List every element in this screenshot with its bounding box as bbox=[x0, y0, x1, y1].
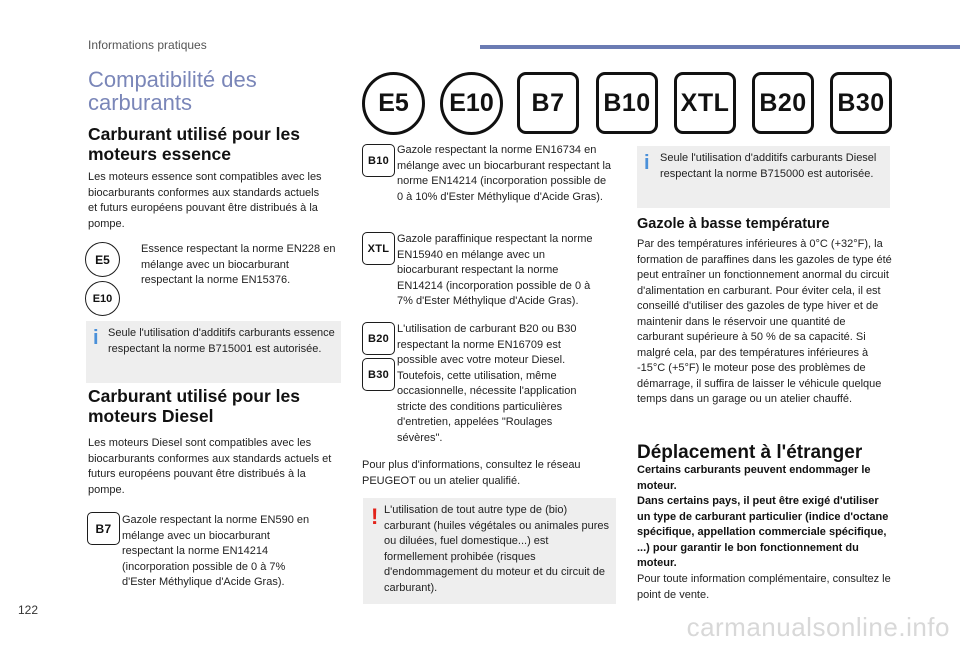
essence-heading: Carburant utilisé pour les moteurs essence bbox=[88, 124, 300, 164]
section-title: Informations pratiques bbox=[88, 38, 207, 52]
xtl-desc: Gazole paraffinique respectant la norme EN15940 en mélange avec un biocarburant respectant la norme EN14214 (incorporation possible de 0 à 7% d'Ester Méthylique d'Acide Gras). bbox=[397, 233, 593, 307]
diesel-info: Seule l'utilisation d'additifs carburants Diesel respectant la norme B715000 est autorisée. bbox=[660, 152, 877, 180]
essence-info: Seule l'utilisation d'additifs carburants essence respectant la norme B715001 est autorisée. bbox=[108, 327, 335, 355]
more-info: Pour plus d'informations, consultez le réseau PEUGEOT ou un atelier qualifié. bbox=[362, 459, 581, 487]
info-icon: i bbox=[644, 152, 650, 174]
low-temp-text: Par des températures inférieures à 0°C (+32°F), la formation de paraffines dans les gazoles de type été peut entraîner un fonctionnement anormal du circuit d'alimentation en carburant. Pour éviter cela, il est conseillé d'utiliser des gazoles de type hiver et de maintenir dans le réservoir une quantité de carburant supérieure à 50 % de sa capacité. Si malgré cela, par des températures inférieures à -15°C (+5°F) le moteur pose des problèmes de démarrage, il suffira de laisser le véhicule quelque temps dans un garage ou un atelier chauffé. bbox=[637, 238, 892, 405]
watermark: carmanualsonline.info bbox=[686, 612, 950, 642]
b10-icon: B10 bbox=[362, 144, 395, 177]
b20-icon: B20 bbox=[362, 322, 395, 355]
info-icon: i bbox=[93, 327, 99, 349]
warning-icon: ! bbox=[371, 504, 379, 529]
low-temp-heading: Gazole à basse température bbox=[637, 216, 830, 232]
b20-desc: L'utilisation de carburant B20 ou B30 respectant la norme EN16709 est possible avec votre moteur Diesel. Toutefois, cette utilisation, même occasionnelle, nécessite l'application stricte des conditions particulières d'entretien, appelées "Roulages sévères". bbox=[397, 323, 577, 444]
essence-desc: Essence respectant la norme EN228 en mélange avec un biocarburant respectant la norme EN15376. bbox=[141, 243, 336, 286]
b7-icon: B7 bbox=[87, 512, 120, 545]
e5-large-icon: E5 bbox=[362, 72, 425, 135]
header-bar bbox=[480, 45, 960, 49]
b30-large-icon: B30 bbox=[830, 72, 892, 134]
b20-large-icon: B20 bbox=[752, 72, 814, 134]
abroad-bold-2: Dans certains pays, il peut être exigé d'utiliser un type de carburant particulier (indice d'octane spécifique, appellation commerciale spécifique, ...) pour garantir le bon fonctionnement du moteur. bbox=[637, 495, 889, 569]
e5-icon: E5 bbox=[85, 242, 120, 277]
page-number: 122 bbox=[18, 603, 39, 617]
xtl-large-icon: XTL bbox=[674, 72, 736, 134]
diesel-heading: Carburant utilisé pour les moteurs Diesel bbox=[88, 386, 300, 426]
diesel-intro: Les moteurs Diesel sont compatibles avec les biocarburants conformes aux standards actuels et futurs européens pouvant être distribués à la pompe. bbox=[88, 437, 332, 496]
b7-large-icon: B7 bbox=[517, 72, 579, 134]
b10-desc: Gazole respectant la norme EN16734 en mélange avec un biocarburant respectant la norme EN14214 (incorporation possible de 0 à 10% d'Ester Méthylique d'Acide Gras). bbox=[397, 144, 612, 203]
e10-large-icon: E10 bbox=[440, 72, 503, 135]
b10-large-icon: B10 bbox=[596, 72, 658, 134]
b30-icon: B30 bbox=[362, 358, 395, 391]
essence-intro: Les moteurs essence sont compatibles avec les biocarburants conformes aux standards actuels et futurs européens pouvant être distribués à la pompe. bbox=[88, 171, 322, 230]
e10-icon: E10 bbox=[85, 281, 120, 316]
xtl-icon: XTL bbox=[362, 232, 395, 265]
warning-text: L'utilisation de tout autre type de (bio) carburant (huiles végétales ou animales pures ou diluées, fuel domestique...) est formellement prohibée (risques d'endommagement du moteur et du circuit de carburant). bbox=[384, 504, 610, 594]
abroad-heading: Déplacement à l'étranger bbox=[637, 442, 863, 463]
abroad-text: Pour toute information complémentaire, consultez le point de vente. bbox=[637, 573, 891, 601]
b7-desc: Gazole respectant la norme EN590 en mélange avec un biocarburant respectant la norme EN14214 (incorporation possible de 0 à 7% d'Ester Méthylique d'Acide Gras). bbox=[122, 514, 310, 588]
page-title: Compatibilité des carburants bbox=[88, 67, 257, 115]
abroad-bold-1: Certains carburants peuvent endommager le moteur. bbox=[637, 464, 871, 492]
